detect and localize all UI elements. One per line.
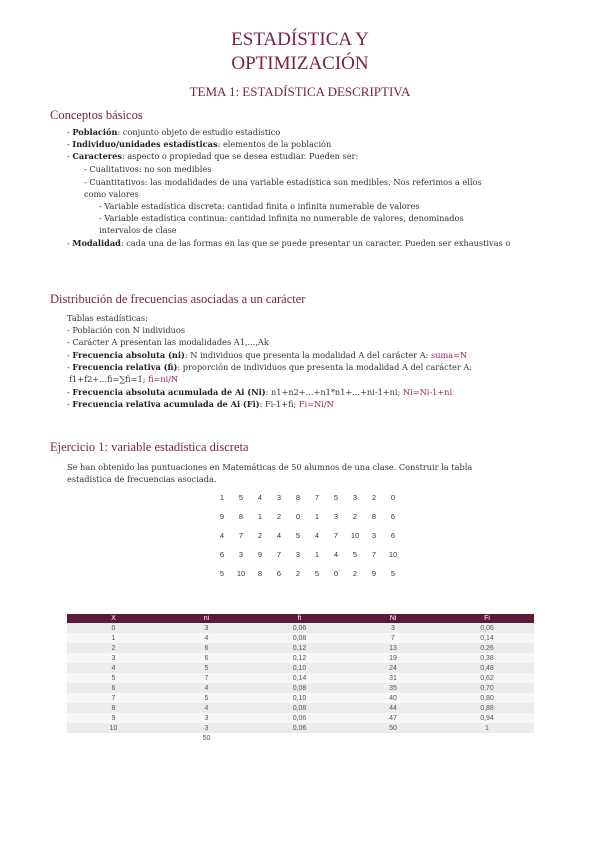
cuantitativos-item: - Cuantitativos: las modalidades de una variable estadística son medibles. Nos referimos a ellos (84, 177, 482, 187)
column-header-fi: fi (253, 614, 346, 623)
tablas-line: Tablas estadísticas: (67, 313, 148, 323)
table-cell: 50 (346, 723, 440, 733)
table-cell: 3 (67, 653, 160, 663)
column-header-ni-acumulada: Ni (346, 614, 440, 623)
data-value: 1 (257, 512, 263, 521)
enunciado-line1: Se han obtenido las puntuaciones en Matemáticas de 50 alumnos de una clase. Construir la tabla (67, 462, 473, 472)
table-cell: 3 (346, 623, 440, 633)
individuo-item: - Individuo/unidades estadísticas: elementos de la población (67, 139, 332, 149)
data-value: 1 (314, 512, 320, 521)
table-row (67, 633, 534, 643)
data-value: 7 (314, 493, 320, 502)
table-cell: 6 (160, 653, 253, 663)
data-value: 10 (388, 550, 398, 559)
data-value: 0 (390, 493, 396, 502)
table-total-row (67, 733, 534, 743)
table-row (67, 693, 534, 703)
table-cell: 0,06 (253, 623, 346, 633)
table-cell: 1 (440, 723, 534, 733)
table-cell: 4 (160, 703, 253, 713)
table-cell: 0,70 (440, 683, 534, 693)
ejercicio-heading: Ejercicio 1: variable estadística discreta (50, 440, 249, 454)
table-cell: 4 (160, 683, 253, 693)
caracteres-text: : aspecto o propiedad que se desea estudiar. Pueden ser: (121, 151, 359, 161)
table-cell: 13 (346, 643, 440, 653)
modalidad-item: - Modalidad: cada una de las formas en las que se puede presentar un caracter. Pueden ser exhaustivas o (67, 238, 511, 248)
fra-text: : Fi-1+fi; (259, 399, 297, 409)
frecuencia-relativa-formula-line (69, 374, 178, 384)
data-value: 3 (295, 550, 301, 559)
frecuencia-absoluta-acumulada-line: - Frecuencia absoluta acumulada de Ai (Ni): n1+n2+...+n1*n1+...+ni-1+ni; Ni=Ni-1+ni (67, 387, 453, 397)
table-cell (440, 733, 534, 743)
data-value: 4 (257, 493, 263, 502)
table-cell: 2 (67, 643, 160, 653)
poblacion-term: Población (72, 127, 118, 137)
data-value: 4 (333, 550, 339, 559)
continua-item: - Variable estadística continua: cantidad infinita no numerable de valores, denominados (99, 213, 464, 223)
data-value: 0 (295, 512, 301, 521)
fr-text: : proporción de individuos que presenta la modalidad A del carácter A: (177, 362, 473, 372)
data-value: 7 (238, 531, 244, 540)
data-value: 4 (314, 531, 320, 540)
fra-formula: Fi=Ni/N (298, 399, 334, 409)
table-row (67, 683, 534, 693)
table-row (67, 713, 534, 723)
data-value: 1 (314, 550, 320, 559)
table-cell (346, 733, 440, 743)
data-value: 9 (257, 550, 263, 559)
table-cell: 0 (67, 623, 160, 633)
faa-formula: Ni=Ni-1+ni (402, 387, 453, 397)
data-value: 2 (295, 569, 301, 578)
table-cell: 7 (160, 673, 253, 683)
table-cell: 0,12 (253, 653, 346, 663)
table-row (67, 623, 534, 633)
table-row (67, 653, 534, 663)
table-cell: 9 (67, 713, 160, 723)
data-value: 7 (371, 550, 377, 559)
doc-subtitle: TEMA 1: ESTADÍSTICA DESCRIPTIVA (189, 84, 411, 99)
fr-formula: fi=ni/N (148, 374, 179, 384)
table-cell (253, 733, 346, 743)
frequency-table (67, 614, 534, 743)
frecuencia-relativa-line: - Frecuencia relativa (fi): proporción de individuos que presenta la modalidad A del carácter A: (67, 362, 473, 372)
table-cell: 0,62 (440, 673, 534, 683)
data-value: 8 (257, 569, 263, 578)
table-cell: 0,48 (440, 663, 534, 673)
table-cell (67, 733, 160, 743)
data-value: 6 (219, 550, 225, 559)
caracteres-term: Caracteres (72, 151, 122, 161)
table-cell: 0,06 (253, 713, 346, 723)
data-value: 4 (219, 531, 225, 540)
table-cell: 7 (67, 693, 160, 703)
table-row (67, 643, 534, 653)
table-cell: 10 (67, 723, 160, 733)
individuo-text: : elementos de la población (217, 139, 332, 149)
total-ni: 50 (160, 733, 253, 743)
table-row (67, 663, 534, 673)
data-value: 3 (371, 531, 377, 540)
data-value: 2 (257, 531, 263, 540)
caracter-line: - Carácter A presentan las modalidades A1,...,Ak (67, 337, 269, 347)
conceptos-heading: Conceptos básicos (50, 108, 143, 122)
data-value: 6 (276, 569, 282, 578)
data-value: 8 (238, 512, 244, 521)
data-value: 3 (276, 493, 282, 502)
data-value: 10 (350, 531, 360, 540)
individuo-term: Individuo/unidades estadísticas (72, 139, 218, 149)
data-value: 5 (352, 550, 358, 559)
data-value: 6 (390, 531, 396, 540)
data-value: 10 (236, 569, 246, 578)
table-cell: 44 (346, 703, 440, 713)
table-row (67, 703, 534, 713)
data-value: 3 (352, 493, 358, 502)
table-row (67, 723, 534, 733)
column-header-x: X (67, 614, 160, 623)
data-value: 5 (238, 493, 244, 502)
table-cell: 4 (67, 663, 160, 673)
data-value: 2 (352, 512, 358, 521)
data-value: 7 (333, 531, 339, 540)
caracteres-item: - Caracteres: aspecto o propiedad que se desea estudiar. Pueden ser: (67, 151, 359, 161)
table-cell: 0,10 (253, 663, 346, 673)
data-value: 5 (295, 531, 301, 540)
table-row (67, 673, 534, 683)
cualitativos-item: - Cualitativos: no son medibles (84, 164, 212, 174)
data-value: 9 (219, 512, 225, 521)
table-cell: 4 (160, 633, 253, 643)
table-cell: 40 (346, 693, 440, 703)
table-cell: 0,12 (253, 643, 346, 653)
table-cell: 5 (67, 673, 160, 683)
data-value: 0 (333, 569, 339, 578)
fra-term: Frecuencia relativa acumulada de Ai (Fi) (72, 399, 260, 409)
data-value: 9 (371, 569, 377, 578)
table-cell: 0,08 (253, 683, 346, 693)
table-cell: 6 (67, 683, 160, 693)
data-value: 4 (276, 531, 282, 540)
data-value: 5 (390, 569, 396, 578)
faa-text: : n1+n2+...+n1*n1+...+ni-1+ni; (265, 387, 401, 397)
table-cell: 0,06 (440, 623, 534, 633)
table-cell: 0,14 (440, 633, 534, 643)
table-cell: 3 (160, 713, 253, 723)
table-cell: 35 (346, 683, 440, 693)
table-cell: 0,38 (440, 653, 534, 663)
faa-term: Frecuencia absoluta acumulada de Ai (Ni) (72, 387, 266, 397)
modalidad-text: : cada una de las formas en las que se puede presentar un caracter. Pueden ser exhaustivas o (120, 238, 511, 248)
table-cell: 0,06 (253, 723, 346, 733)
fa-term: Frecuencia absoluta (ni) (72, 350, 185, 360)
frecuencia-absoluta-line: - Frecuencia absoluta (ni): N individuos que presenta la modalidad A del carácter A: suma=N (67, 350, 468, 360)
frecuencia-relativa-acumulada-line: - Frecuencia relativa acumulada de Ai (Fi): Fi-1+fi; Fi=Ni/N (67, 399, 334, 409)
table-cell: 47 (346, 713, 440, 723)
table-cell: 1 (67, 633, 160, 643)
poblacion-line: - Población con N individuos (67, 325, 186, 335)
continua-item-cont: intervalos de clase (99, 225, 177, 235)
table-cell: 3 (160, 723, 253, 733)
data-value: 7 (276, 550, 282, 559)
poblacion-text: : conjunto objeto de estudio estadístico (117, 127, 281, 137)
data-value: 1 (219, 493, 225, 502)
table-cell: 5 (160, 663, 253, 673)
table-cell: 24 (346, 663, 440, 673)
doc-title-line1: ESTADÍSTICA Y (231, 29, 369, 50)
fa-text: : N individuos que presenta la modalidad A del carácter A: (184, 350, 429, 360)
modalidad-term: Modalidad (72, 238, 121, 248)
table-cell: 19 (346, 653, 440, 663)
cuantitativos-item-cont: como valores (84, 189, 139, 199)
table-cell: 0,14 (253, 673, 346, 683)
fr-sum: f1+f2+...fi=∑fi=1; (69, 374, 146, 384)
data-value: 2 (371, 493, 377, 502)
table-cell: 8 (67, 703, 160, 713)
poblacion-item: - Población: conjunto objeto de estudio estadístico (67, 127, 281, 137)
data-value: 5 (333, 493, 339, 502)
table-cell: 0,10 (253, 693, 346, 703)
table-cell: 0,88 (440, 703, 534, 713)
discreta-item: - Variable estadística discreta: cantidad finita o infinita numerable de valores (99, 201, 420, 211)
table-cell: 0,80 (440, 693, 534, 703)
column-header-fi-acumulada: Fi (440, 614, 534, 623)
data-value: 2 (352, 569, 358, 578)
table-cell: 0,08 (253, 703, 346, 713)
table-header-row (67, 614, 534, 623)
table-cell: 0,94 (440, 713, 534, 723)
fa-formula: suma=N (431, 350, 468, 360)
table-cell: 3 (160, 623, 253, 633)
distribucion-heading: Distribución de frecuencias asociadas a un carácter (50, 292, 306, 306)
data-value: 3 (333, 512, 339, 521)
data-value: 3 (238, 550, 244, 559)
table-cell: 31 (346, 673, 440, 683)
enunciado-line2: estadística de frecuencias asociada. (67, 474, 217, 484)
table-cell: 0,08 (253, 633, 346, 643)
table-cell: 7 (346, 633, 440, 643)
doc-title-line2: OPTIMIZACIÓN (231, 53, 369, 74)
data-value: 5 (314, 569, 320, 578)
fr-term: Frecuencia relativa (fi) (72, 362, 178, 372)
data-value: 8 (371, 512, 377, 521)
column-header-ni: ni (160, 614, 253, 623)
table-cell: 6 (160, 643, 253, 653)
data-value: 2 (276, 512, 282, 521)
data-value: 6 (390, 512, 396, 521)
data-value: 8 (295, 493, 301, 502)
data-value: 5 (219, 569, 225, 578)
table-cell: 5 (160, 693, 253, 703)
table-cell: 0,26 (440, 643, 534, 653)
